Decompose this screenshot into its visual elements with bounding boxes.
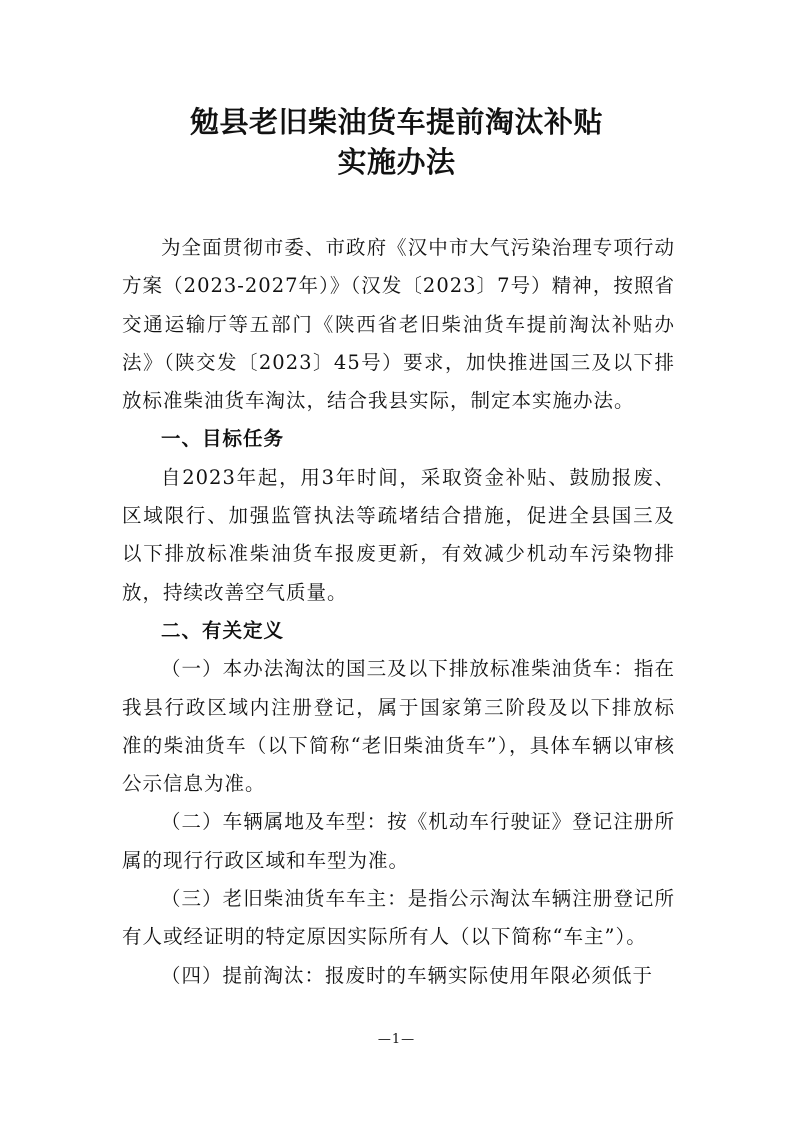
intro-paragraph: 为全面贯彻市委、市政府《汉中市大气污染治理专项行动方案（2023-2027年）》（汉发〔2023〕7号）精神，按照省交通运输厅等五部门《陕西省老旧柴油货车提前淘汰补贴办法》（陕交发〔2023〕45号）要求，加快推进国三及以下排放标准柴油货车淘汰，结合我县实际，制定本实施办法。: [122, 236, 675, 413]
definition-text: 是指公示淘汰车辆注册登记所有人或经证明的特定原因实际所有人（以下简称“车主”）。: [122, 887, 675, 949]
document-title-line-2: 实施办法: [337, 145, 456, 179]
document-body: [122, 229, 675, 995]
definition-label: （二）车辆属地及车型：: [161, 810, 388, 834]
section-1-heading: 一、目标任务: [161, 427, 285, 451]
page-number: —1—: [377, 1032, 416, 1047]
definition-label: （一）本办法淘汰的国三及以下排放标准柴油货车：: [161, 657, 634, 681]
definition-item: [122, 650, 675, 803]
section-1-paragraph: 自2023年起，用3年时间，采取资金补贴、鼓励报废、区域限行、加强监管执法等疏堵结合措施，促进全县国三及以下排放标准柴油货车报废更新，有效减少机动车污染物排放，持续改善空气质量。: [122, 465, 675, 604]
definition-text: 报废时的车辆实际使用年限必须低于: [325, 963, 654, 987]
definition-item: [122, 957, 675, 995]
definition-label: （四）提前淘汰：: [161, 963, 326, 987]
document-title-line-1: 勉县老旧柴油货车提前淘汰补贴: [189, 105, 603, 139]
definition-item: [122, 803, 675, 880]
definition-text: 指在我县行政区域内注册登记，属于国家第三阶段及以下排放标准的柴油货车（以下简称“老旧柴油货车”），具体车辆以审核公示信息为准。: [122, 657, 675, 796]
definition-label: （三）老旧柴油货车车主：: [161, 887, 408, 911]
definition-text: 按《机动车行驶证》登记注册所属的现行行政区域和车型为准。: [122, 810, 675, 872]
section-2-heading: 二、有关定义: [161, 618, 285, 642]
definition-item: [122, 880, 675, 957]
